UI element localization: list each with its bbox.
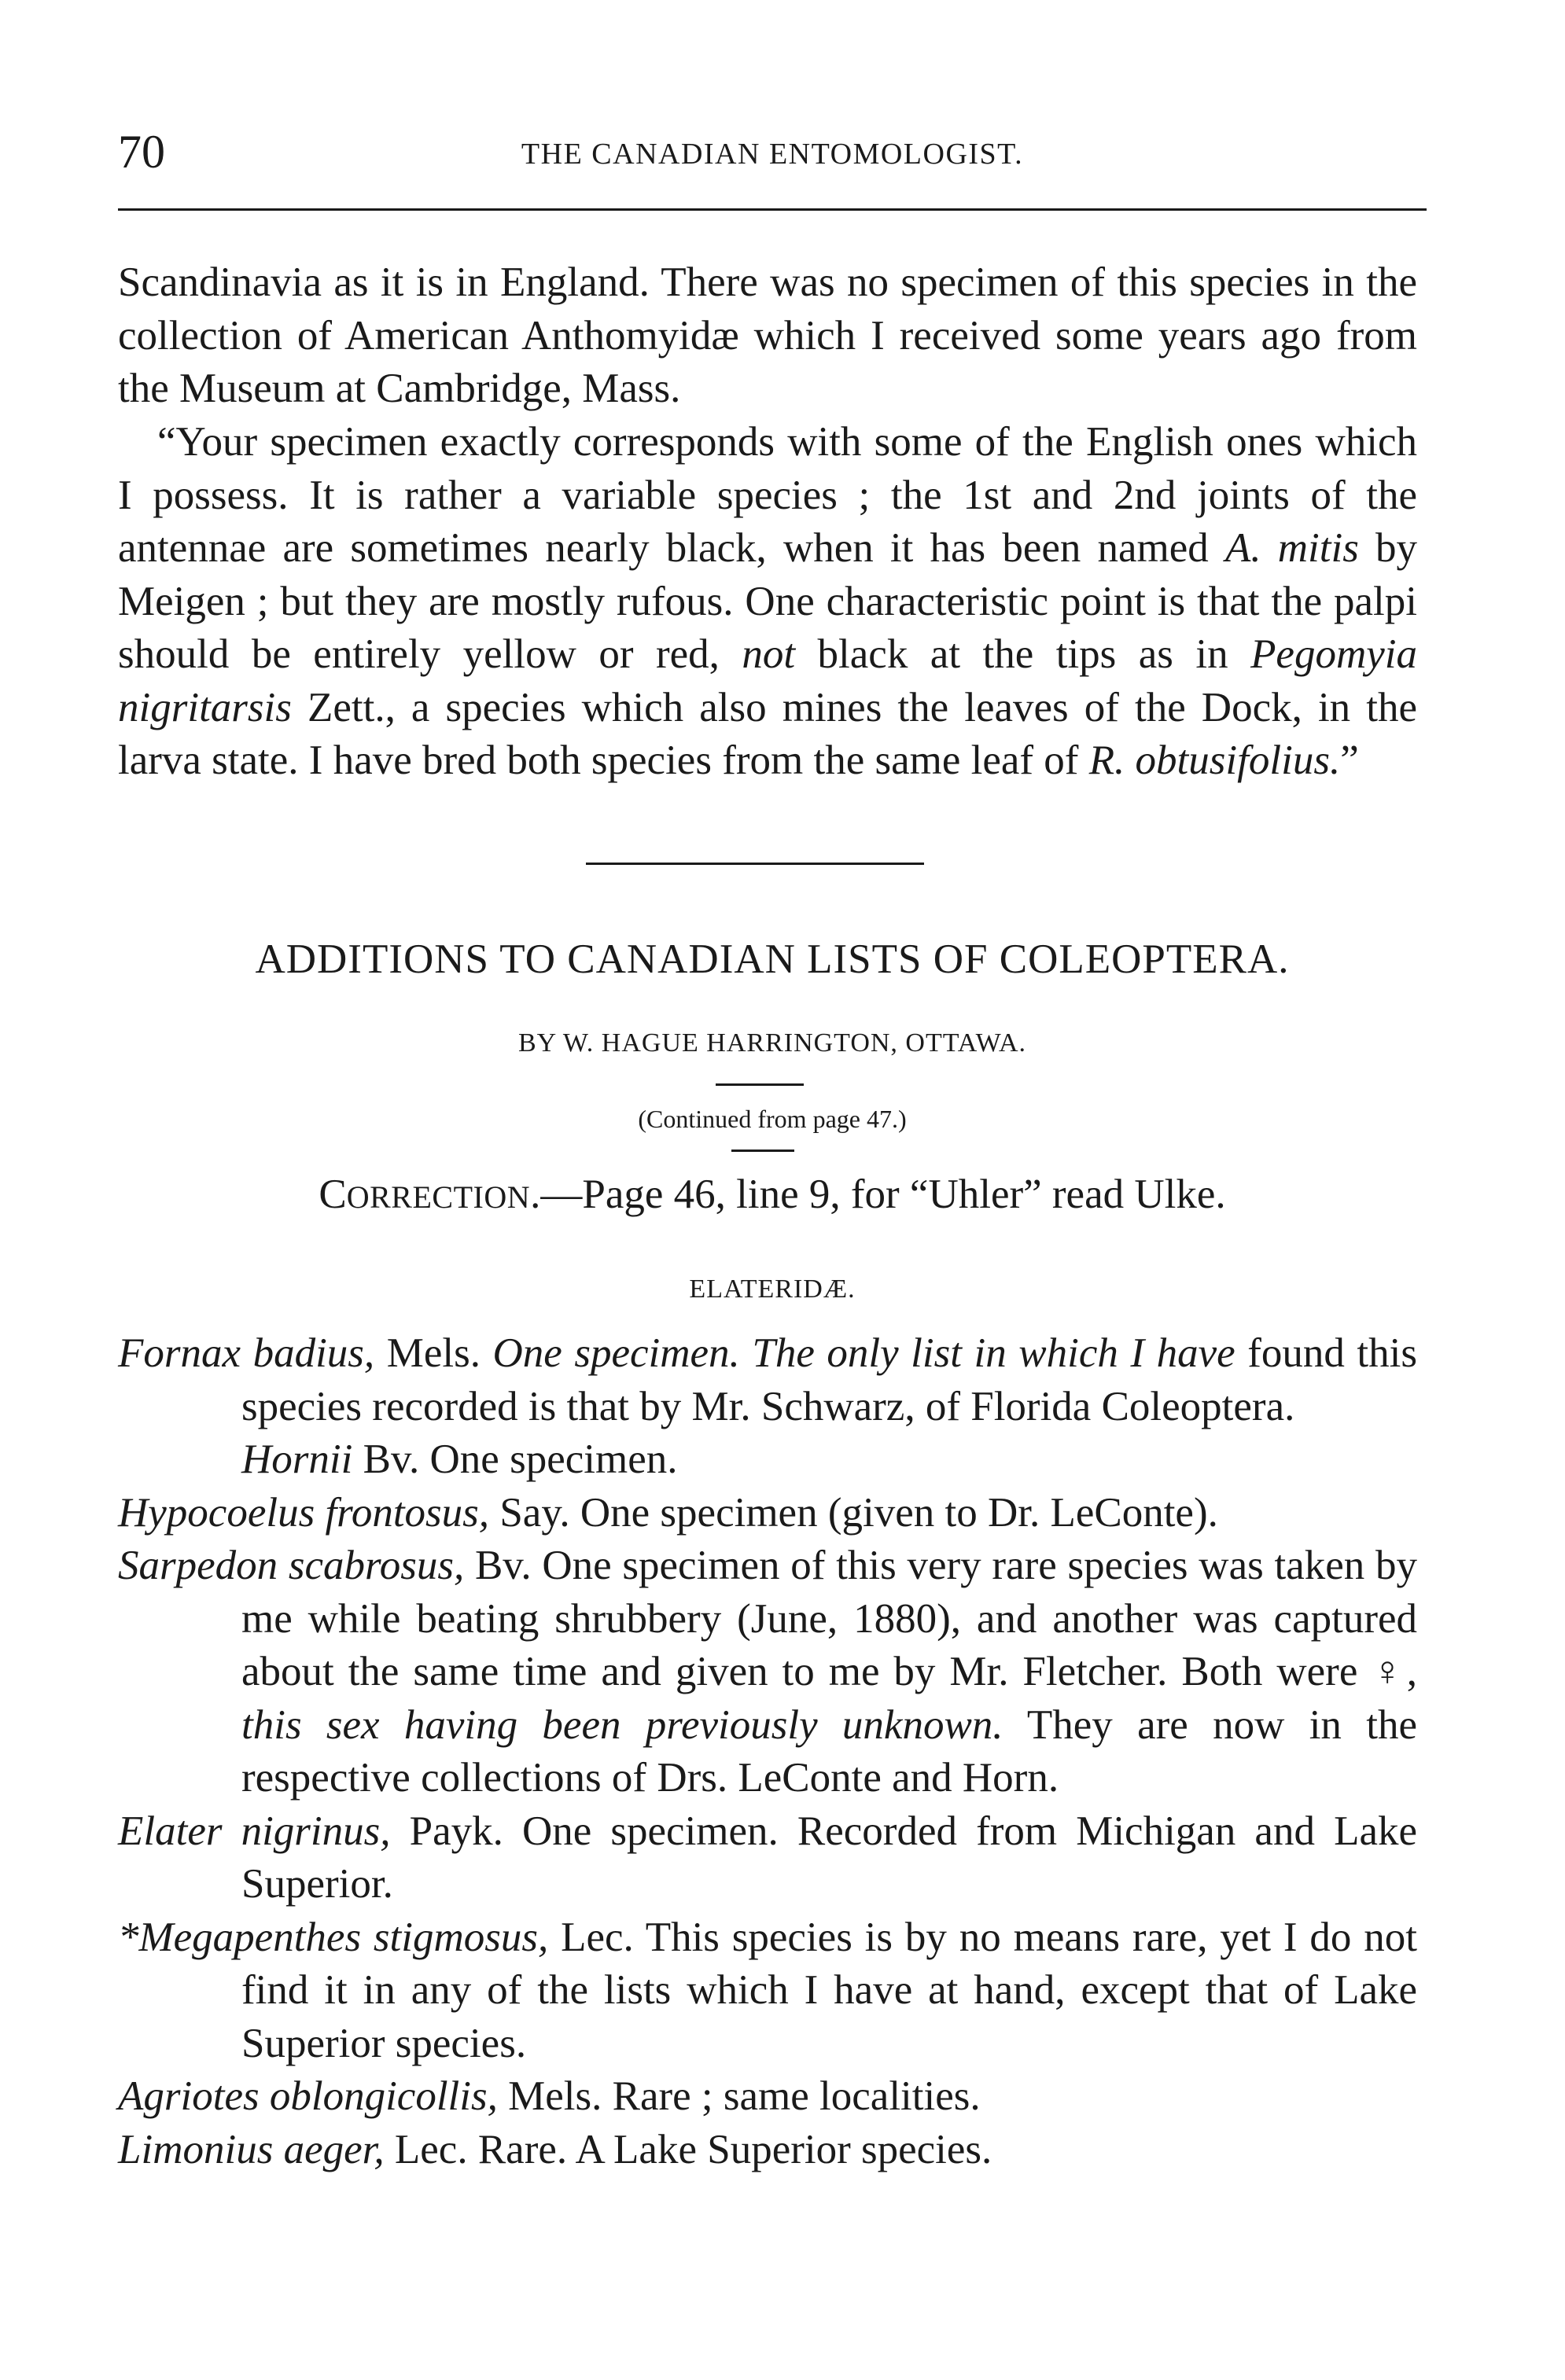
article-title: ADDITIONS TO CANADIAN LISTS OF COLEOPTERA. [255, 936, 1290, 982]
species-name: Sarpedon scabrosus, [118, 1543, 465, 1588]
header-rule [118, 208, 1427, 211]
family-heading: ELATERIDÆ. [689, 1275, 856, 1304]
species-author: Lec. [548, 1914, 646, 1960]
species-note: This species is by no means rare, yet I do not find it in any of the lists which I have at hand, except that of Lake Superior species. [241, 1914, 1417, 2066]
continued-rule [731, 1150, 794, 1152]
species-name: *Megapenthes stigmosus, [118, 1914, 549, 1960]
species-name: Hypocoelus frontosus, [118, 1489, 490, 1536]
species-note-italic: One specimen. The only list in which I have [492, 1330, 1235, 1376]
species-note: They are now in the respective collections of Drs. LeConte and Horn. [241, 1701, 1417, 1801]
species-author: Bv. [352, 1436, 430, 1482]
quote-text: black at the tips as in [795, 631, 1251, 677]
continued-note: (Continued from page 47.) [638, 1105, 907, 1133]
list-item [118, 2124, 1417, 2177]
species-author: Lec. [384, 2126, 478, 2172]
quote-taxon: A. mitis [1224, 525, 1359, 571]
list-item [118, 1805, 1417, 1911]
list-item [118, 2070, 1417, 2124]
quote-text: Zett., a species which also mines the leaves of the Dock, in the larva state. I have bred both species from the same leaf of [118, 684, 1417, 783]
correction-text: .—Page 46, line 9, for “Uhler” read Ulke. [530, 1172, 1226, 1217]
byline-rule [716, 1083, 804, 1086]
list-item [118, 1327, 1417, 1433]
species-name: Limonius aeger, [118, 2126, 385, 2172]
list-item [118, 1539, 1417, 1805]
quote-emphasis: not [742, 631, 796, 677]
species-note: One specimen of this very rare species was taken by me while beating shrubbery (June, 1880), and another was captured about the same time and given to me by Mr. Fletcher. Both were ♀, [241, 1543, 1417, 1694]
correction-label: ORRECTION [346, 1179, 531, 1215]
page-number: 70 [118, 126, 165, 178]
quote-text: ” [1340, 738, 1359, 783]
list-item [118, 1487, 1417, 1540]
species-author: Mels. [374, 1330, 493, 1376]
continuation-paragraph: Scandinavia as it is in England. There was no specimen of this species in the collection of American Anthomyidæ which I received some years ago from the Museum at Cambridge, Mass. [118, 259, 1417, 411]
species-note: One specimen. [429, 1436, 678, 1482]
species-author: Mels. [497, 2073, 613, 2119]
running-head [118, 124, 1427, 179]
list-item [118, 1433, 1417, 1487]
species-author: Bv. [464, 1543, 543, 1588]
species-name: Fornax badius, [118, 1330, 375, 1376]
quote-taxon: Pegomyia nigritarsis [118, 631, 1417, 730]
correction-initial: C [319, 1172, 347, 1217]
list-item [118, 1911, 1417, 2071]
section-separator [586, 863, 924, 865]
correction-line [118, 1167, 1427, 1225]
species-list [118, 1327, 1417, 2176]
species-note-italic: this sex having been previously unknown. [241, 1701, 1003, 1748]
species-name: Elater nigrinus, [118, 1808, 391, 1854]
species-note: One specimen. Recorded from Michigan and Lake Superior. [241, 1808, 1417, 1907]
species-note: Rare. A Lake Superior species. [477, 2126, 992, 2172]
journal-title: THE CANADIAN ENTOMOLOGIST. [521, 138, 1024, 171]
article-byline: BY W. HAGUE HARRINGTON, OTTAWA. [517, 1028, 1027, 1058]
species-note: One specimen (given to Dr. LeConte). [580, 1489, 1218, 1536]
quoted-paragraph [118, 416, 1417, 788]
quote-taxon: R. obtusifolius. [1088, 738, 1341, 783]
quote-text: “Your specimen exactly corresponds with some of the English ones which I possess. It is rather a variable species ; the 1st and 2nd joints of the antennae are sometimes nearly black, when it has been named [118, 419, 1417, 571]
species-name: Hornii [241, 1436, 353, 1482]
species-name: Agriotes oblongicollis, [118, 2073, 498, 2119]
species-note: found this species recorded is that by Mr. Schwarz, of Florida Coleoptera. [241, 1330, 1417, 1429]
species-author: Payk. [390, 1808, 522, 1854]
quote-text: by Meigen ; but they are mostly rufous. One characteristic point is that the palpi should be entirely yellow or red, [118, 525, 1418, 677]
species-note: Rare ; same localities. [612, 2073, 981, 2119]
species-author: Say. [489, 1489, 580, 1536]
